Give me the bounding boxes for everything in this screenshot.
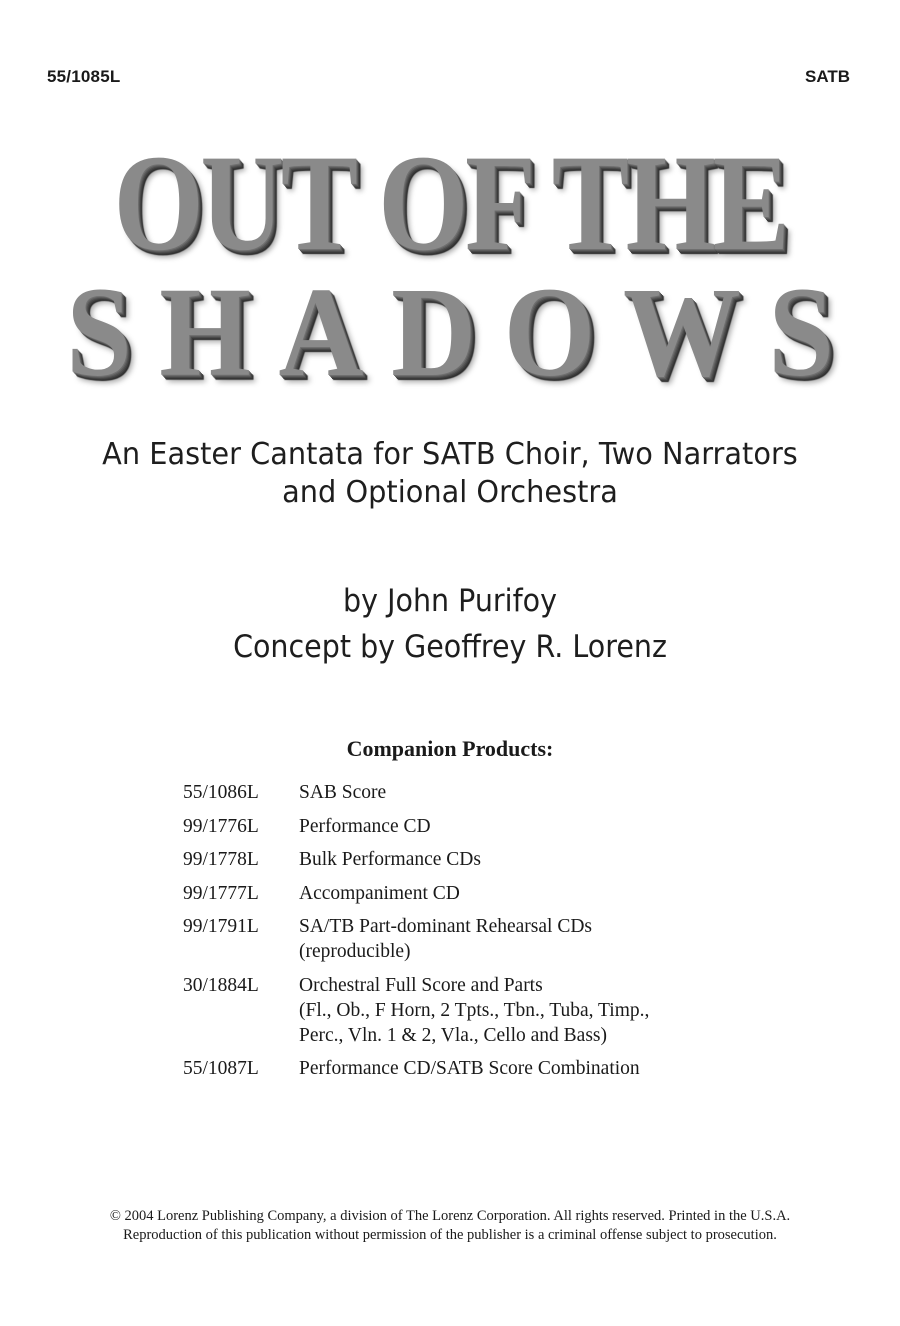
product-description	[299, 881, 783, 906]
product-row	[183, 814, 783, 839]
product-row	[183, 1056, 783, 1081]
product-description	[299, 1056, 783, 1081]
product-row	[183, 881, 783, 906]
title-line-1: OUT OF THE	[113, 126, 787, 279]
reproduction-notice: Reproduction of this publication without permission of the publisher is a criminal offense subject to prosecution.	[123, 1227, 777, 1243]
catalog-code: 55/1085L	[47, 67, 121, 86]
product-description-line: (reproducible)	[299, 941, 411, 962]
product-code: 55/1086L	[183, 782, 259, 803]
companion-products-heading: Companion Products:	[346, 736, 554, 761]
voicing-label: SATB	[804, 67, 850, 86]
copyright-footer	[0, 1207, 900, 1245]
product-row	[183, 914, 783, 964]
product-description	[299, 914, 783, 964]
product-code: 99/1778L	[183, 849, 259, 870]
subtitle-line-2: and Optional Orchestra	[282, 475, 618, 510]
product-description	[299, 780, 783, 805]
composer-credit: by John Purifoy	[343, 583, 557, 619]
subtitle	[18, 436, 882, 512]
product-description-line: SAB Score	[299, 782, 387, 803]
title-line-2: SHADOWS	[66, 261, 862, 403]
product-row	[183, 847, 783, 872]
product-code: 30/1884L	[183, 974, 259, 996]
product-description	[299, 814, 783, 839]
subtitle-line-1: An Easter Cantata for SATB Choir, Two Narrators	[102, 437, 798, 472]
concept-credit: Concept by Geoffrey R. Lorenz	[233, 629, 667, 665]
product-description-line: Perc., Vln. 1 & 2, Vla., Cello and Bass)	[299, 1024, 608, 1046]
product-row	[183, 780, 783, 805]
product-description-line: SA/TB Part-dominant Rehearsal CDs	[299, 916, 593, 937]
product-description	[299, 847, 783, 872]
product-description-line: Accompaniment CD	[299, 882, 460, 904]
companion-products-list	[183, 780, 783, 1090]
product-description	[299, 973, 783, 1048]
product-code: 55/1087L	[183, 1058, 259, 1079]
product-description-line: Bulk Performance CDs	[299, 849, 481, 870]
product-code: 99/1777L	[183, 882, 259, 904]
product-code: 99/1791L	[183, 916, 259, 937]
credits	[36, 578, 864, 670]
product-description-line: (Fl., Ob., F Horn, 2 Tpts., Tbn., Tuba, Timp.,	[299, 999, 650, 1021]
product-code: 99/1776L	[183, 815, 259, 837]
product-description-line: Orchestral Full Score and Parts	[299, 974, 543, 996]
product-row	[183, 973, 783, 1048]
copyright-line: © 2004 Lorenz Publishing Company, a division of The Lorenz Corporation. All rights reserved. Printed in the U.S.A.	[109, 1208, 791, 1224]
product-description-line: Performance CD	[299, 815, 431, 837]
product-description-line: Performance CD/SATB Score Combination	[299, 1058, 640, 1079]
